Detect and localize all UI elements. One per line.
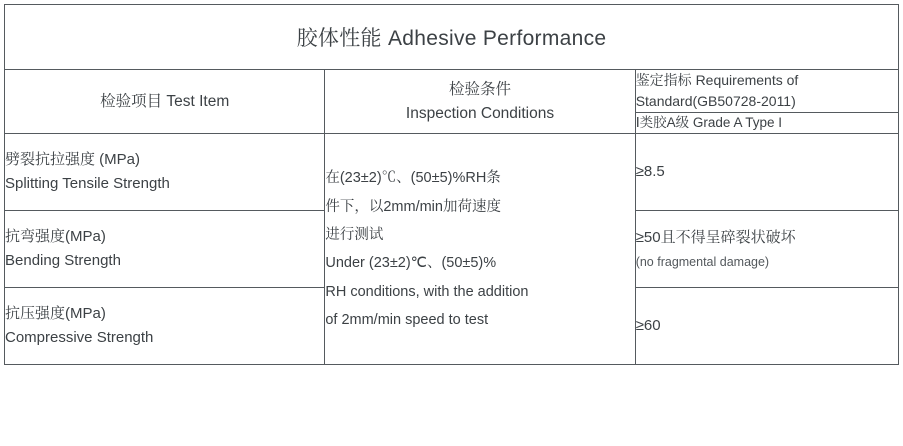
requirement-value-3: ≥60 xyxy=(635,317,661,335)
table-title: 胶体性能 Adhesive Performance xyxy=(5,5,899,70)
header-requirements xyxy=(635,70,898,113)
requirement-note-2: (no fragmental damage) xyxy=(635,255,770,270)
header-test-item: 检验项目 Test Item xyxy=(5,70,325,134)
requirement-value-1: ≥8.5 xyxy=(635,163,665,181)
table-title-row xyxy=(5,5,899,70)
adhesive-performance-sheet xyxy=(0,4,903,446)
test-item-cell-1 xyxy=(5,134,325,211)
header-inspection-conditions xyxy=(325,70,635,134)
test-item-en-2: Bending Strength xyxy=(5,252,121,270)
table-row xyxy=(5,134,899,211)
header-requirements-line2: Standard(GB50728-2011) xyxy=(635,93,796,109)
condition-line-1: 在(23±2)℃、(50±5)%RH条 xyxy=(325,170,501,187)
condition-line-3: 进行测试 xyxy=(325,226,384,243)
test-item-cn-2: 抗弯强度(MPa) xyxy=(5,227,106,245)
condition-line-2: 件下，以2mm/min加荷速度 xyxy=(325,198,501,215)
requirement-cell-1 xyxy=(635,134,898,211)
condition-line-5: RH conditions, with the addition xyxy=(325,283,529,300)
requirement-value-2: ≥50且不得呈碎裂状破坏 xyxy=(635,229,796,247)
header-grade: Ⅰ类胶A级 Grade A Type I xyxy=(635,113,898,134)
test-item-cell-3 xyxy=(5,288,325,365)
header-inspection-conditions-en: Inspection Conditions xyxy=(405,104,555,122)
condition-line-4: Under (23±2)℃、(50±5)% xyxy=(325,255,497,272)
requirement-cell-3 xyxy=(635,288,898,365)
table-header-row-1 xyxy=(5,70,899,113)
header-requirements-line1: 鉴定指标 Requirements of xyxy=(635,72,799,88)
requirement-cell-2 xyxy=(635,211,898,288)
adhesive-performance-table xyxy=(4,4,899,365)
test-item-cn-1: 劈裂抗拉强度 (MPa) xyxy=(5,150,141,168)
test-item-cell-2 xyxy=(5,211,325,288)
header-inspection-conditions-cn: 检验条件 xyxy=(449,80,512,98)
test-item-cn-3: 抗压强度(MPa) xyxy=(5,304,106,322)
test-item-en-3: Compressive Strength xyxy=(5,329,154,347)
test-item-en-1: Splitting Tensile Strength xyxy=(5,175,170,193)
inspection-conditions-cell xyxy=(325,134,635,365)
condition-line-6: of 2mm/min speed to test xyxy=(325,311,489,328)
